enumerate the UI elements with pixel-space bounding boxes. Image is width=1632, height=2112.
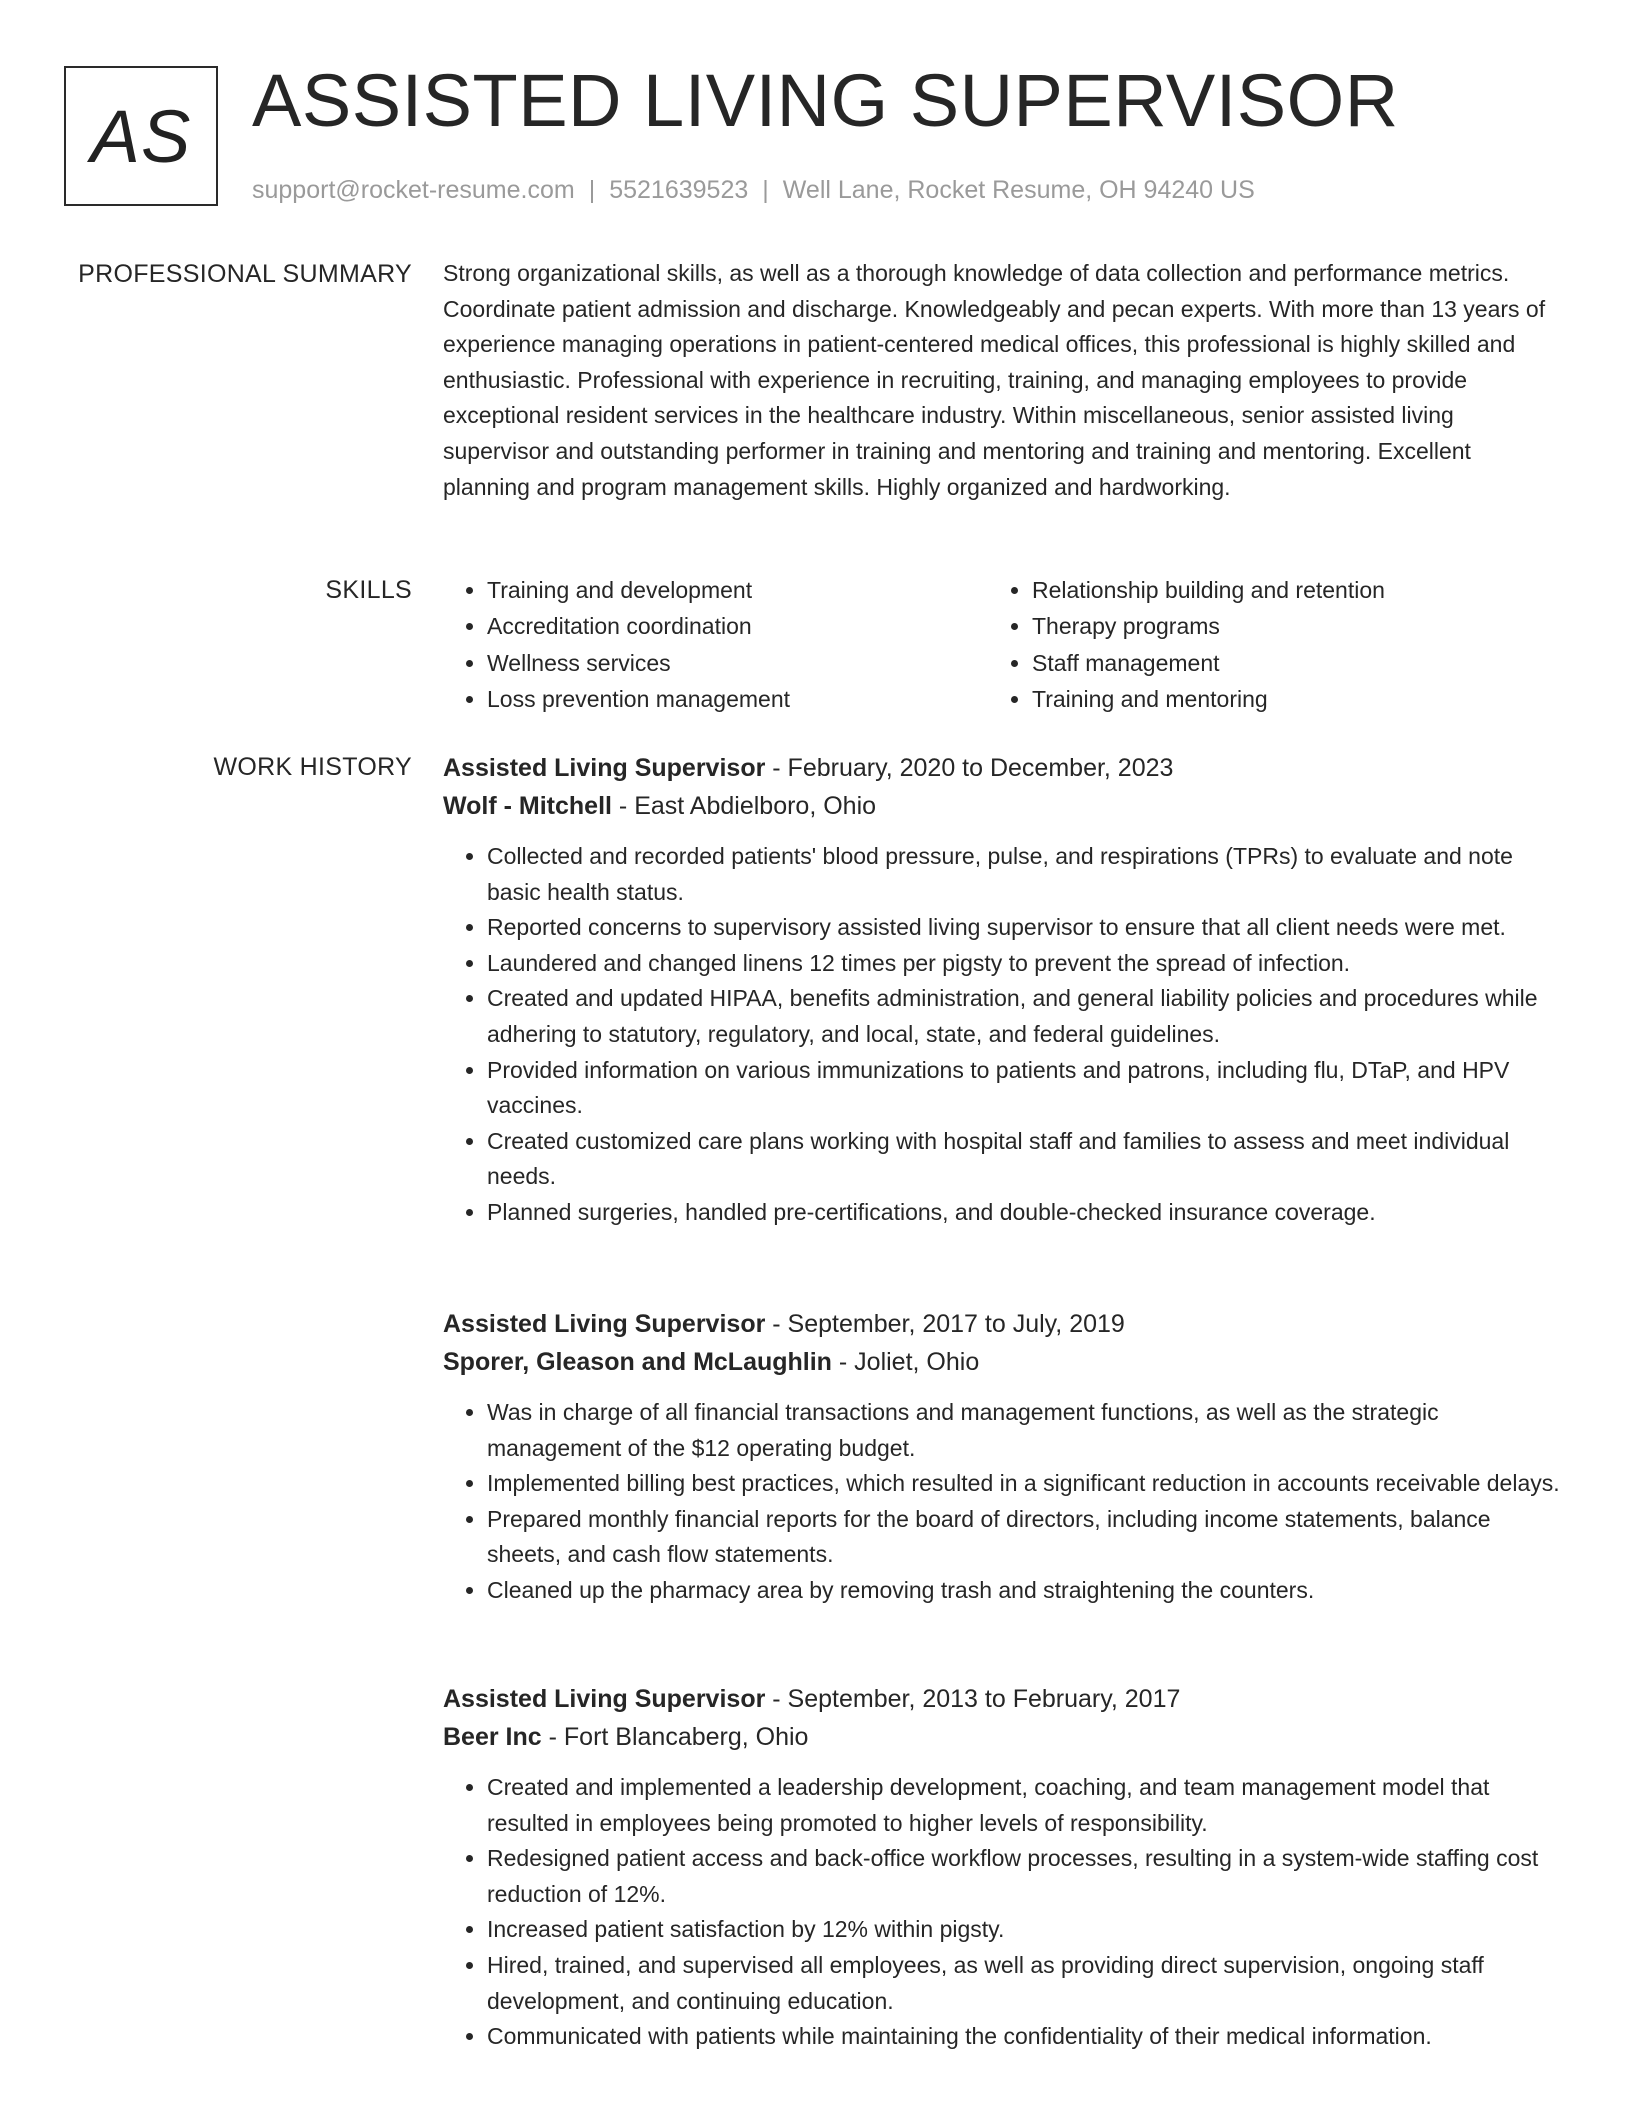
job-bullets <box>443 1395 1563 1609</box>
job-company: Wolf - Mitchell <box>443 792 612 820</box>
contact-email: support@rocket-resume.com <box>252 176 575 204</box>
job-company-line <box>443 1343 1563 1381</box>
job-location: - Joliet, Ohio <box>831 1348 980 1376</box>
job-bullet: • Prepared monthly financial reports for the board of directors, including income statements, balance sheets, and cash flow statements. <box>487 1502 1563 1573</box>
skills-list-left <box>443 572 988 717</box>
job-dates: - September, 2013 to February, 2017 <box>765 1685 1181 1713</box>
job-entry <box>443 749 1563 1231</box>
job-company: Beer Inc <box>443 1723 542 1751</box>
resume-name: ASSISTED LIVING SUPERVISOR <box>252 59 1399 142</box>
job-bullet: • Planned surgeries, handled pre-certifications, and double-checked insurance coverage. <box>487 1195 1563 1231</box>
skill-item: • Training and mentoring <box>1032 681 1533 717</box>
skills-list-right <box>988 572 1533 717</box>
job-bullet: • Hired, trained, and supervised all employees, as well as providing direct supervision, ongoing staff development, and continuing education. <box>487 1948 1563 2019</box>
job-bullets <box>443 1770 1563 2055</box>
job-title-line <box>443 749 1563 787</box>
job-location: - Fort Blancaberg, Ohio <box>541 1723 809 1751</box>
job-bullet: • Reported concerns to supervisory assisted living supervisor to ensure that all client needs were met. <box>487 910 1563 946</box>
job-title: Assisted Living Supervisor <box>443 1310 766 1338</box>
job-company-line <box>443 1718 1563 1756</box>
job-bullet: • Collected and recorded patients' blood pressure, pulse, and respirations (TPRs) to evaluate and note basic health status. <box>487 839 1563 910</box>
job-bullet: • Created customized care plans working with hospital staff and families to assess and meet individual needs. <box>487 1124 1563 1195</box>
contact-separator: | <box>588 176 596 204</box>
job-bullet: • Laundered and changed linens 12 times per pigsty to prevent the spread of infection. <box>487 946 1563 982</box>
job-entry <box>443 1305 1563 1609</box>
contact-separator: | <box>762 176 769 204</box>
job-company: Sporer, Gleason and McLaughlin <box>443 1348 832 1376</box>
skills-heading: SKILLS <box>325 576 412 604</box>
job-bullet: • Communicated with patients while maintaining the confidentiality of their medical information. <box>487 2019 1563 2055</box>
work-history-heading: WORK HISTORY <box>213 753 412 781</box>
contact-line <box>252 172 1255 208</box>
skill-item: • Staff management <box>1032 645 1533 681</box>
monogram-initials: AS <box>90 94 192 178</box>
job-title: Assisted Living Supervisor <box>443 754 766 782</box>
job-dates: - September, 2017 to July, 2019 <box>765 1310 1125 1338</box>
contact-address: Well Lane, Rocket Resume, OH 94240 US <box>782 176 1255 204</box>
job-bullet: • Implemented billing best practices, which resulted in a significant reduction in accounts receivable delays. <box>487 1466 1563 1502</box>
job-bullet: • Provided information on various immunizations to patients and patrons, including flu, DTaP, and HPV vaccines. <box>487 1053 1563 1124</box>
job-location: - East Abdielboro, Ohio <box>611 792 877 820</box>
job-bullet: • Created and updated HIPAA, benefits administration, and general liability policies and procedures while adhering to statutory, regulatory, and local, state, and federal guidelines. <box>487 981 1563 1052</box>
job-bullets <box>443 839 1563 1231</box>
skill-item: • Accreditation coordination <box>487 608 988 644</box>
job-bullet: • Redesigned patient access and back-office workflow processes, resulting in a system-wide staffing cost reduction of 12%. <box>487 1841 1563 1912</box>
contact-phone: 5521639523 <box>609 176 749 204</box>
job-title-line <box>443 1680 1563 1718</box>
job-company-line <box>443 787 1563 825</box>
job-bullet: • Increased patient satisfaction by 12% within pigsty. <box>487 1912 1563 1948</box>
summary-body <box>443 256 1563 505</box>
job-entry <box>443 1680 1563 2055</box>
skills-body <box>443 572 1563 717</box>
skill-item: • Wellness services <box>487 645 988 681</box>
job-title: Assisted Living Supervisor <box>443 1685 766 1713</box>
job-bullet: • Created and implemented a leadership development, coaching, and team management model that resulted in employees being promoted to higher levels of responsibility. <box>487 1770 1563 1841</box>
job-bullet: • Cleaned up the pharmacy area by removing trash and straightening the counters. <box>487 1573 1563 1609</box>
skill-item: • Loss prevention management <box>487 681 988 717</box>
monogram-box <box>64 66 218 206</box>
skill-item: • Relationship building and retention <box>1032 572 1533 608</box>
summary-text: Strong organizational skills, as well as a thorough knowledge of data collection and performance metrics. Coordinate patient admission and discharge. Knowledgeably and pecan experts. With more than 13 years of experience managing operations in patient-centered medical offices, this professional is highly skilled and enthusiastic. Professional with experience in recruiting, training, and managing employees to provide exceptional resident services in the healthcare industry. Within miscellaneous, senior assisted living supervisor and outstanding performer in training and mentoring and training and mentoring. Excellent planning and program management skills. Highly organized and hardworking. <box>443 260 1546 500</box>
summary-heading: PROFESSIONAL SUMMARY <box>78 260 412 288</box>
job-title-line <box>443 1305 1563 1343</box>
job-dates: - February, 2020 to December, 2023 <box>765 754 1174 782</box>
skill-item: • Training and development <box>487 572 988 608</box>
job-bullet: • Was in charge of all financial transactions and management functions, as well as the strategic management of the $12 operating budget. <box>487 1395 1563 1466</box>
skill-item: • Therapy programs <box>1032 608 1533 644</box>
